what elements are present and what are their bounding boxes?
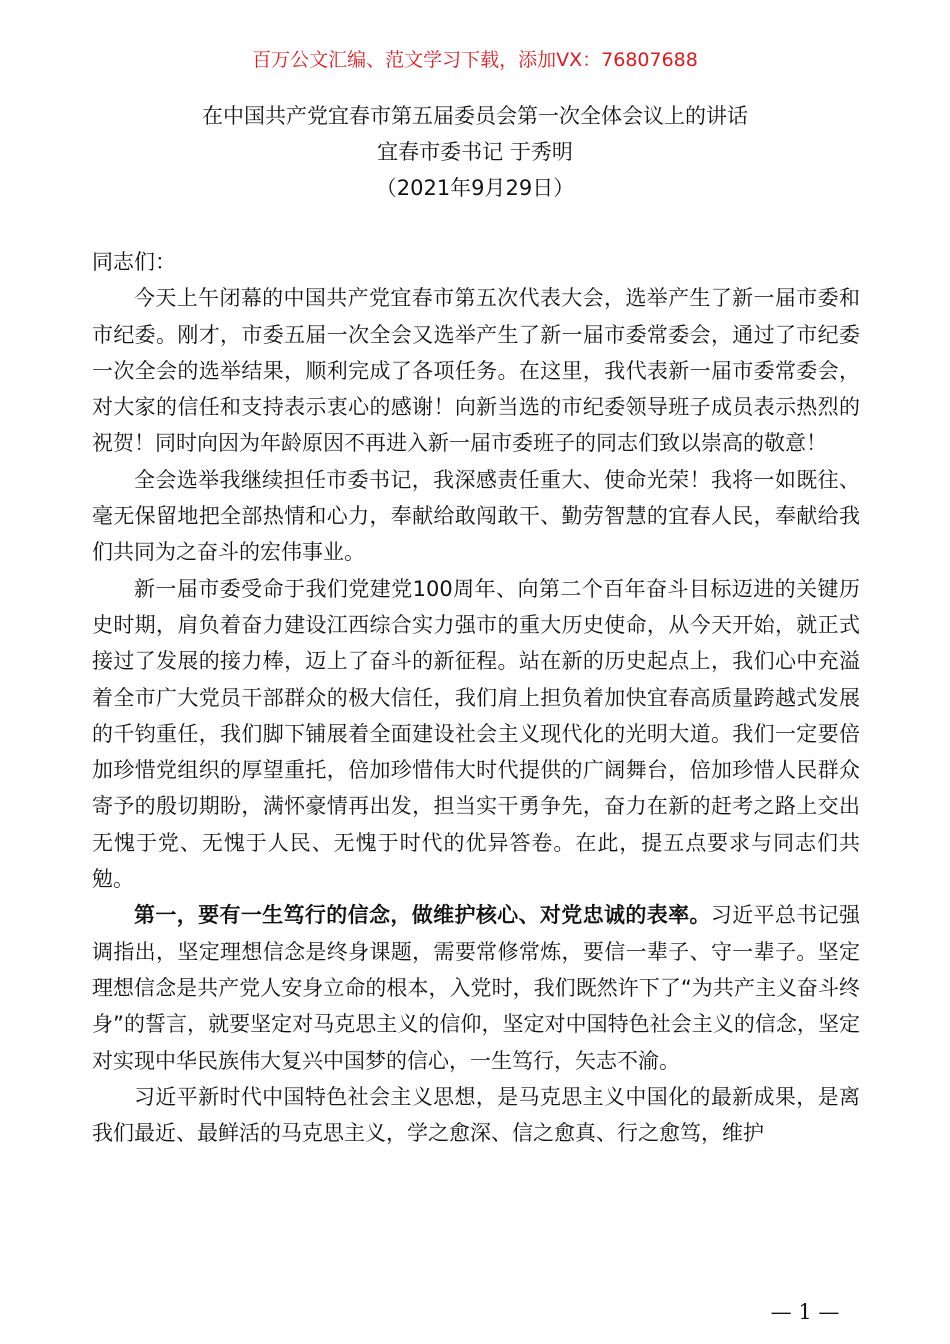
paragraph-2: 全会选举我继续担任市委书记，我深感责任重大、使命光荣！我将一如既往、毫无保留地把全部热情和心力，奉献给敢闯敢干、勤劳智慧的宜春人民，奉献给我们共同为之奋斗的宏伟事业。 [92, 467, 860, 565]
speech-date: （2021年9月29日） [375, 176, 575, 200]
speech-author: 宜春市委书记 于秀明 [377, 140, 573, 164]
speech-title: 在中国共产党宜春市第五届委员会第一次全体会议上的讲话 [202, 104, 748, 128]
page-number: — 1 — [770, 1300, 840, 1324]
paragraph-4 [92, 897, 860, 1078]
speech-body [92, 244, 860, 1151]
watermark-text: 百万公文汇编、范文学习下载，添加VX：76807688 [252, 49, 698, 71]
paragraph-1: 今天上午闭幕的中国共产党宜春市第五次代表大会，选举产生了新一届市委和市纪委。刚才，市委五届一次全会又选举产生了新一届市委常委会，通过了市纪委一次全会的选举结果，顺利完成了各项任务。在这里，我代表新一届市委常委会，对大家的信任和支持表示衷心的感谢！向新当选的市纪委领导班子成员表示热烈的祝贺！同时向因为年龄原因不再进入新一届市委班子的同志们致以崇高的敬意！ [92, 286, 860, 456]
paragraph-5: 习近平新时代中国特色社会主义思想，是马克思主义中国化的最新成果，是离我们最近、最鲜活的马克思主义，学之愈深、信之愈真、行之愈笃，维护 [92, 1084, 860, 1146]
paragraph-4-text: 习近平总书记强调指出，坚定理想信念是终身课题，需要常修常炼，要信一辈子、守一辈子。坚定理想信念是共产党人安身立命的根本，入党时，我们既然许下了“为共产主义奋斗终身”的誓言，就要坚定对马克思主义的信仰，坚定对中国特色社会主义的信念，坚定对实现中华民族伟大复兴中国梦的信心，一生笃行，矢志不渝。 [92, 903, 861, 1073]
paragraph-3: 新一届市委受命于我们党建党100周年、向第二个百年奋斗目标迈进的关键历史时期，肩负着奋力建设江西综合实力强市的重大历史使命，从今天开始，就正式接过了发展的接力棒，迈上了奋斗的新征程。站在新的历史起点上，我们心中充溢着全市广大党员干部群众的极大信任，我们肩上担负着加快宜春高质量跨越式发展的千钧重任，我们脚下铺展着全面建设社会主义现代化的光明大道。我们一定要倍加珍惜党组织的厚望重托，倍加珍惜伟大时代提供的广阔舞台，倍加珍惜人民群众寄予的殷切期盼，满怀豪情再出发，担当实干勇争先，奋力在新的赶考之路上交出无愧于党、无愧于人民、无愧于时代的优异答卷。在此，提五点要求与同志们共勉。 [92, 576, 860, 892]
greeting: 同志们： [92, 250, 176, 274]
paragraph-4-heading: 第一，要有一生笃行的信念，做维护核心、对党忠诚的表率。 [134, 903, 711, 928]
speech-title-block [0, 98, 950, 206]
